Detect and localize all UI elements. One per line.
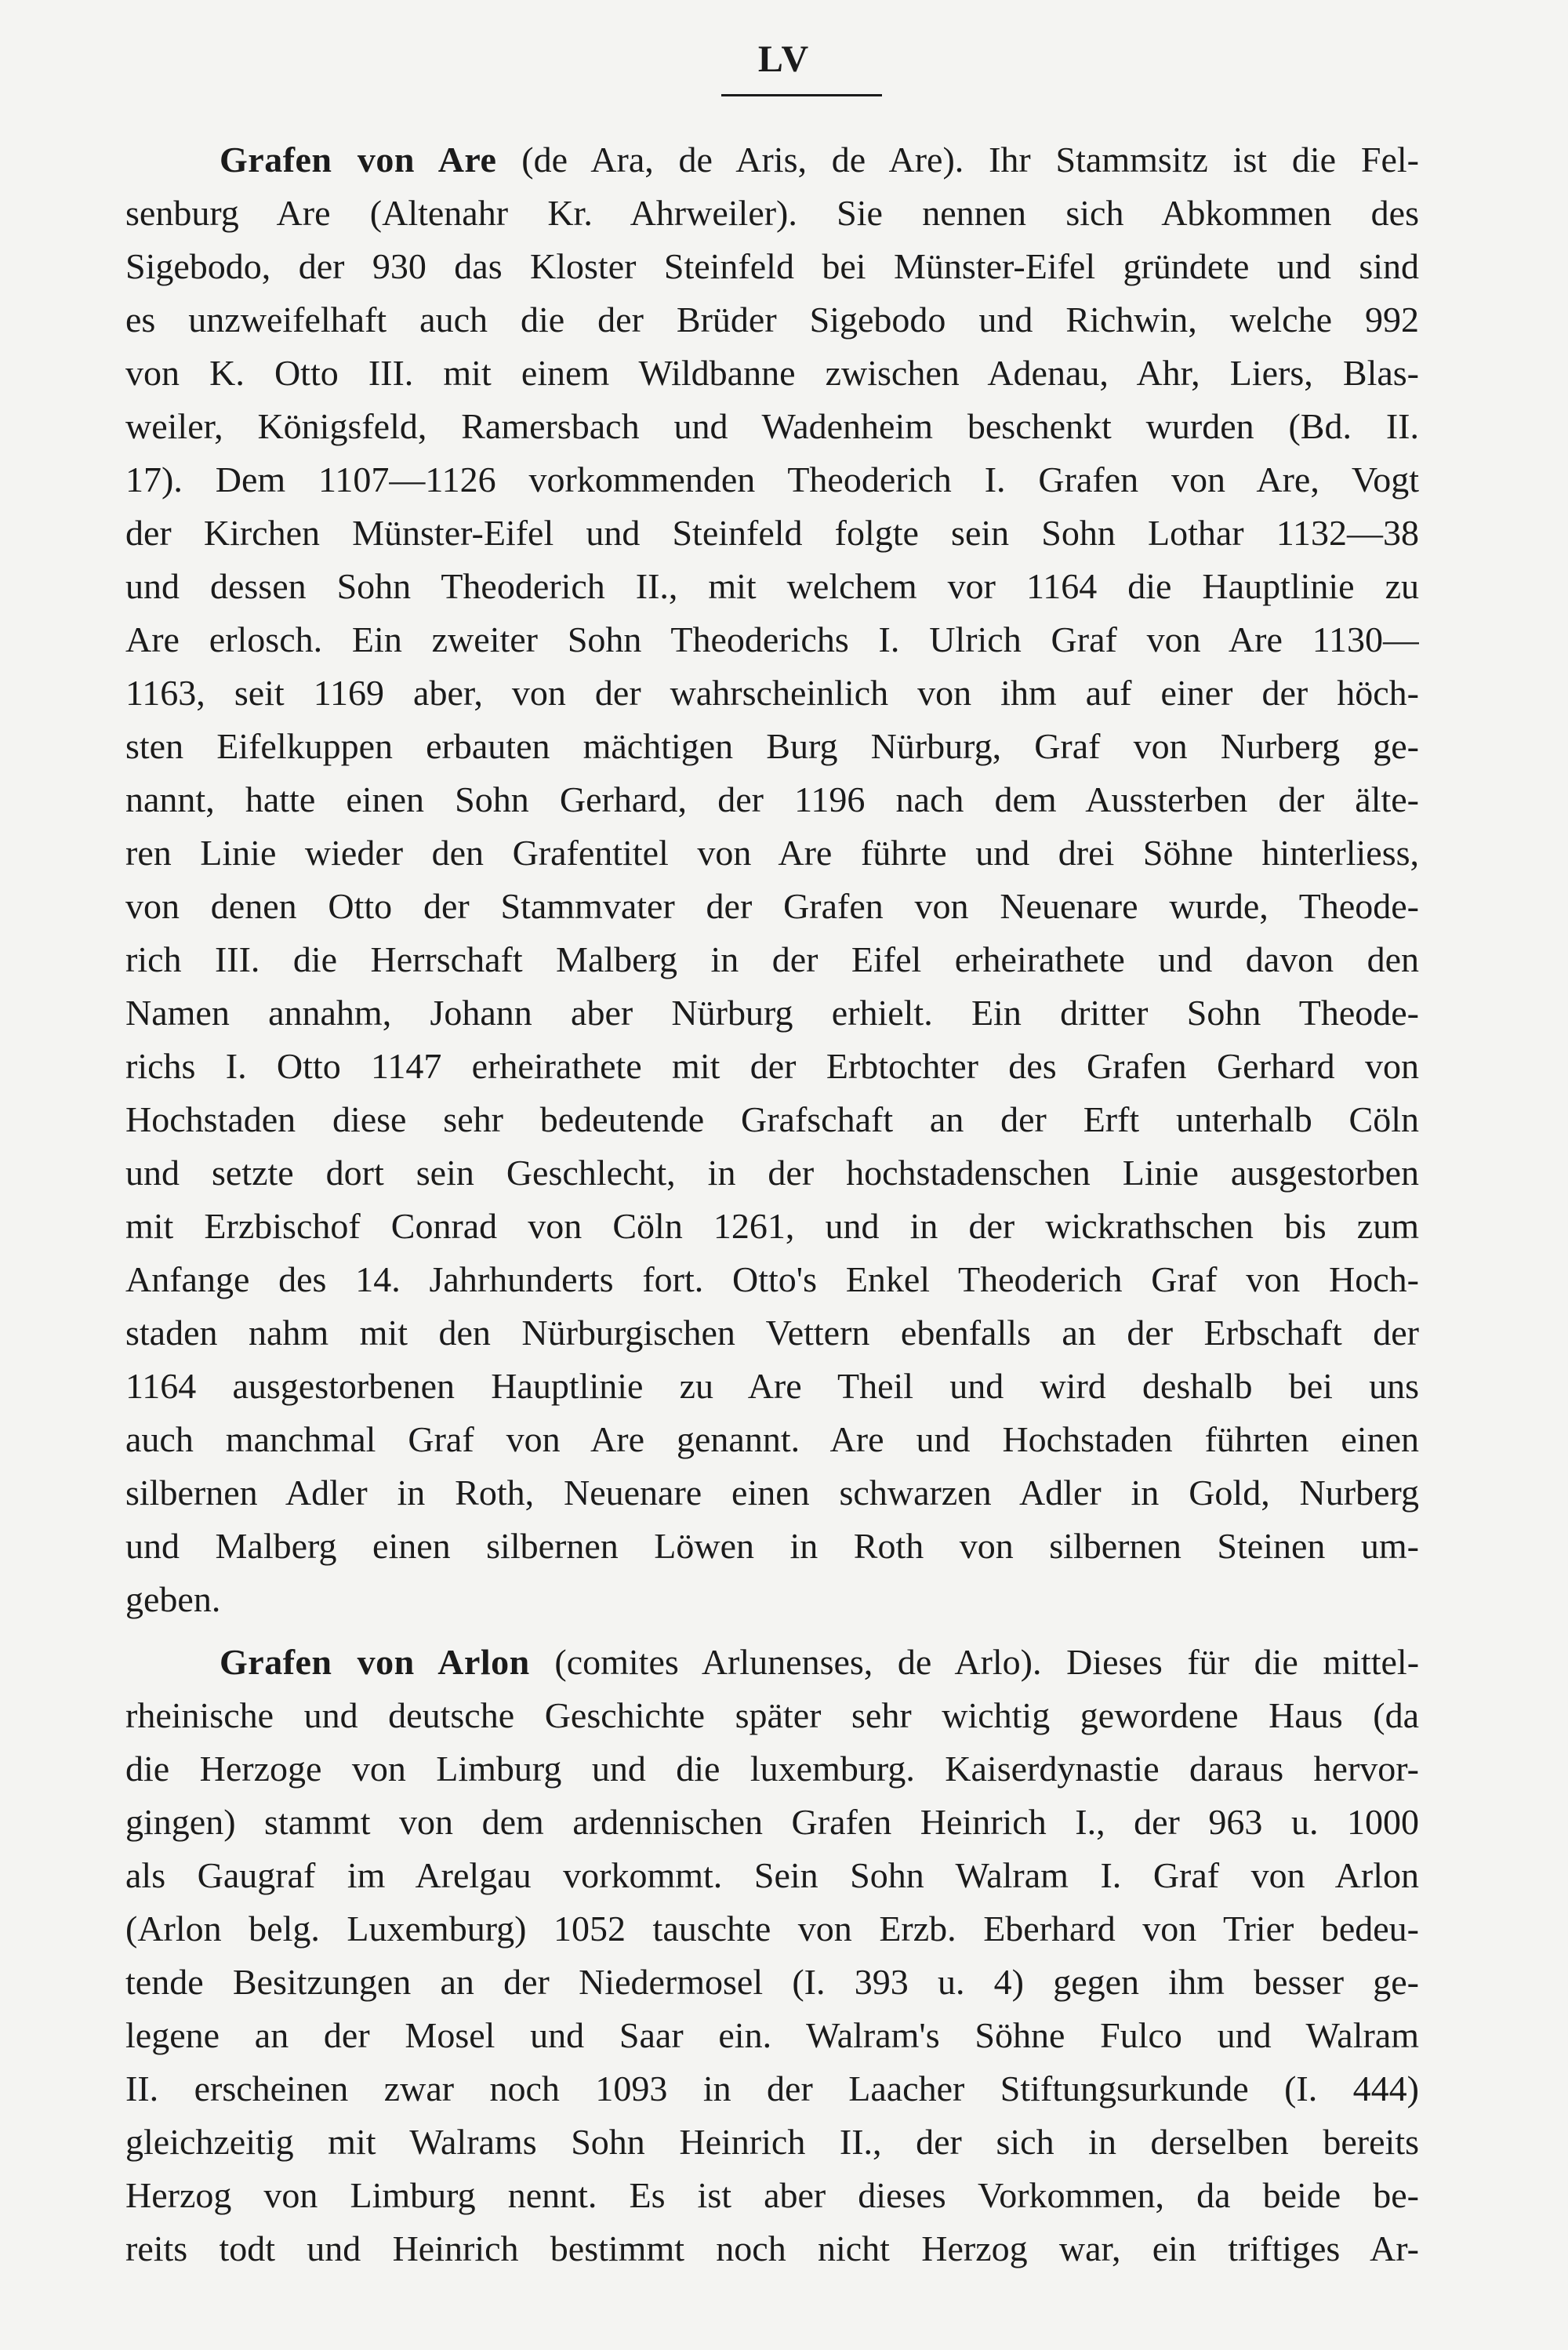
entry-arlon-line-11: Herzog von Limburg nennt. Es ist aber dieses Vorkommen, da beide be- — [125, 2175, 1419, 2215]
entry-are-line-26: silbernen Adler in Roth, Neuenare einen schwarzen Adler in Gold, Nurberg — [125, 1473, 1419, 1513]
entry-arlon-line-12: reits todt und Heinrich bestimmt noch nicht Herzog war, ein triftiges Ar- — [125, 2228, 1419, 2268]
text-column — [125, 133, 1419, 2276]
entry-arlon-line-2: rheinische und deutsche Geschichte später sehr wichtig gewordene Haus (da — [125, 1695, 1419, 1735]
entry-are-line-12: sten Eifelkuppen erbauten mächtigen Burg Nürburg, Graf von Nurberg ge- — [125, 726, 1419, 766]
entry-arlon-line-4: gingen) stammt von dem ardennischen Grafen Heinrich I., der 963 u. 1000 — [125, 1802, 1419, 1842]
entry-are-line-20: und setzte dort sein Geschlecht, in der hochstadenschen Linie ausgestorben — [125, 1153, 1419, 1193]
entry-are-line-8: der Kirchen Münster-Eifel und Steinfeld folgte sein Sohn Lothar 1132—38 — [125, 513, 1419, 553]
entry-are-line-27: und Malberg einen silbernen Löwen in Roth von silbernen Steinen um- — [125, 1526, 1419, 1566]
entry-are-line-10: Are erlosch. Ein zweiter Sohn Theoderichs I. Ulrich Graf von Are 1130— — [125, 619, 1419, 659]
entry-arlon-heading: Grafen von Arlon — [220, 1642, 530, 1682]
entry-are-line-23: staden nahm mit den Nürburgischen Vettern ebenfalls an der Erbschaft der — [125, 1313, 1419, 1353]
entry-are-line-13: nannt, hatte einen Sohn Gerhard, der 1196 nach dem Aussterben der älte- — [125, 779, 1419, 819]
entry-arlon-line-7: tende Besitzungen an der Niedermosel (I. 393 u. 4) gegen ihm besser ge- — [125, 1962, 1419, 2002]
entry-arlon-line-10: gleichzeitig mit Walrams Sohn Heinrich II., der sich in derselben bereits — [125, 2122, 1419, 2162]
entry-are-line-18: richs I. Otto 1147 erheirathete mit der Erbtochter des Grafen Gerhard von — [125, 1046, 1419, 1086]
entry-are-line-4: es unzweifelhaft auch die der Brüder Sigebodo und Richwin, welche 992 — [125, 300, 1419, 340]
entry-are-line-16: rich III. die Herrschaft Malberg in der Eifel erheirathete und davon den — [125, 939, 1419, 979]
entry-are-line-7: 17). Dem 1107—1126 vorkommenden Theoderich I. Grafen von Are, Vogt — [125, 459, 1419, 499]
entry-are-line-11: 1163, seit 1169 aber, von der wahrscheinlich von ihm auf einer der höch- — [125, 673, 1419, 713]
entry-are-line-9: und dessen Sohn Theoderich II., mit welchem vor 1164 die Hauptlinie zu — [125, 566, 1419, 606]
entry-are-line-21: mit Erzbischof Conrad von Cöln 1261, und in der wickrathschen bis zum — [125, 1206, 1419, 1246]
entry-arlon-line-5: als Gaugraf im Arelgau vorkommt. Sein Sohn Walram I. Graf von Arlon — [125, 1855, 1419, 1895]
entry-are-line-22: Anfange des 14. Jahrhunderts fort. Otto's Enkel Theoderich Graf von Hoch- — [125, 1259, 1419, 1299]
entry-are-line-14: ren Linie wieder den Grafentitel von Are führte und drei Söhne hinterliess, — [125, 833, 1419, 873]
entry-are-line-3: Sigebodo, der 930 das Kloster Steinfeld bei Münster-Eifel gründete und sind — [125, 246, 1419, 286]
entry-are-line-2: senburg Are (Altenahr Kr. Ahrweiler). Sie nennen sich Abkommen des — [125, 193, 1419, 233]
entry-are-line-15: von denen Otto der Stammvater der Grafen von Neuenare wurde, Theode- — [125, 886, 1419, 926]
entry-are-line-1 — [125, 133, 1419, 187]
entry-arlon-line-9: II. erscheinen zwar noch 1093 in der Laacher Stiftungsurkunde (I. 444) — [125, 2069, 1419, 2108]
entry-are-line-19: Hochstaden diese sehr bedeutende Grafschaft an der Erft unterhalb Cöln — [125, 1099, 1419, 1139]
entry-are-line-5: von K. Otto III. mit einem Wildbanne zwischen Adenau, Ahr, Liers, Blas- — [125, 353, 1419, 393]
header-rule — [721, 94, 882, 96]
entry-arlon-line-1-text: (comites Arlunenses, de Arlo). Dieses für die mittel- — [554, 1642, 1419, 1682]
entry-are-line-1-text: (de Ara, de Aris, de Are). Ihr Stammsitz ist die Fel- — [521, 140, 1419, 180]
entry-are-line-24: 1164 ausgestorbenen Hauptlinie zu Are Theil und wird deshalb bei uns — [125, 1366, 1419, 1406]
entry-are-line-28: geben. — [125, 1579, 221, 1619]
entry-arlon-line-1 — [125, 1636, 1419, 1689]
entry-arlon-line-6: (Arlon belg. Luxemburg) 1052 tauschte von Erzb. Eberhard von Trier bedeu- — [125, 1909, 1419, 1949]
entry-are-heading: Grafen von Are — [220, 140, 497, 180]
entry-are-line-25: auch manchmal Graf von Are genannt. Are und Hochstaden führten einen — [125, 1419, 1419, 1459]
entry-are-line-17: Namen annahm, Johann aber Nürburg erhielt. Ein dritter Sohn Theode- — [125, 993, 1419, 1033]
entry-arlon-line-8: legene an der Mosel und Saar ein. Walram's Söhne Fulco und Walram — [125, 2015, 1419, 2055]
entry-separator — [125, 1626, 1419, 1636]
entry-are-line-6: weiler, Königsfeld, Ramersbach und Wadenheim beschenkt wurden (Bd. II. — [125, 406, 1419, 446]
entry-arlon-line-3: die Herzoge von Limburg und die luxemburg. Kaiserdynastie daraus hervor- — [125, 1749, 1419, 1789]
page-number: LV — [757, 38, 811, 80]
